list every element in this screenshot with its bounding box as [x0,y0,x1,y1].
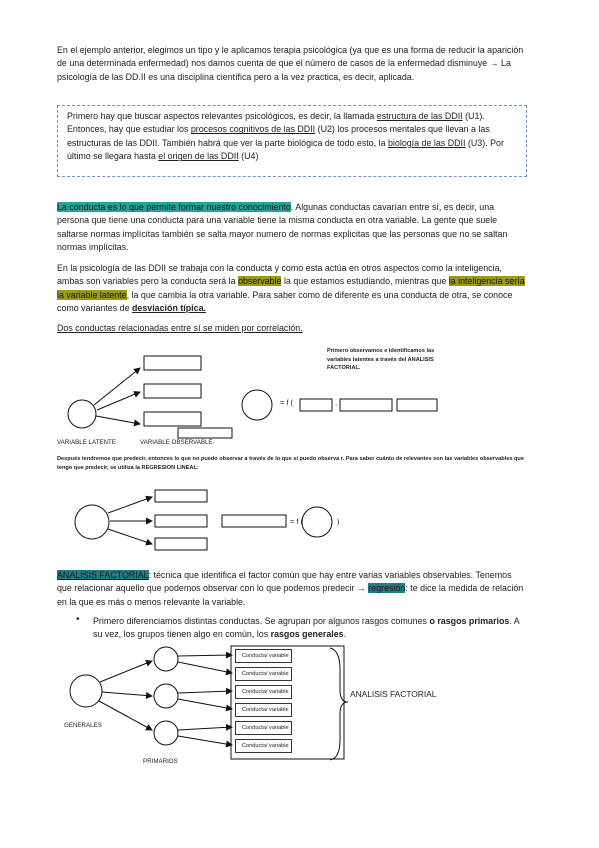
arrow-line [108,529,152,544]
curly-brace [330,648,348,760]
u3-term: biología de las DDII [388,137,466,148]
label-primary: PRIMARIOS [143,758,178,765]
observable-box [155,490,207,502]
formula-2: = f ( [290,517,303,526]
bullet-icon: • [76,614,80,625]
formula-box [397,399,437,411]
observable-box [178,428,232,438]
arrow-line [94,368,140,405]
arrow-line [96,416,140,424]
observable-box [144,356,201,370]
formula-box [222,515,286,527]
arrow-line [178,691,232,693]
highlight-regresion: regresión [368,583,406,594]
u1-term: estructura de las DDII [376,111,463,121]
conducts-frame [231,646,344,759]
arrow-line [97,392,140,410]
bullet-paragraph: Primero diferenciamos distintas conductas. Se agrupan por algunos rasgos comunes o rasgos primarios. A su vez, los grupos tienen algo en común, los rasgos generales. [93,616,520,640]
label-observable: VARIABLE OBSERVABLE. [140,439,215,446]
correlacion-heading: Dos conductas relacionadas entre sí se miden por correlación. [57,323,303,333]
primary-circle [154,721,178,745]
regresion-paragraph: Después tendremos que predecir, entonces lo que no puedo observar a través de lo que sí puedo observa r. Para saber cuánto de relevantes son las variables observables que tengo que predecir, se utiliza la REGRESION LINEAL: [57,456,524,471]
arrow-line [178,699,232,709]
latent-circle [242,390,272,420]
box-paragraph: Primero hay que buscar aspectos relevantes psicológicos, es decir, la llamada estructura de las DDII (U1). Entonces, hay que estudiar los procesos cognitivos de las DDII (U2) los procesos mentales que llevan a las estructuras de las DDII. También habrá que ver la parte biológica de todo esto, la biología de las DDII (U3). Por último se llegara hasta el origen de las DDII (U4) [67,111,504,162]
highlight-latente: la inteligencia sería la variable latente [57,276,525,300]
result-circle [302,507,332,537]
arrow-line [102,692,152,696]
highlight-conducta: La conducta es lo que permite formar nuestro conocimiento [57,202,291,212]
rasgos-primarios: o rasgos primarios [429,616,510,626]
primary-circle [154,647,178,671]
arrow-icon: → [356,583,366,594]
formula-comma: , [335,398,338,407]
conduct-box: Conducta/ variable [235,739,292,753]
predict-circle [75,505,109,539]
conduct-box: Conducta/ variable [235,667,292,681]
u2-term: procesos cognitivos de las DDII [190,124,316,135]
formula-close: ) [337,517,340,526]
primary-circle [154,684,178,708]
conduct-box: Conducta/ variable [235,649,292,663]
conduct-box: Conducta/ variable [235,703,292,717]
label-general: GENERALES [64,722,102,729]
arrow-line [178,662,232,673]
formula-box [340,399,392,411]
intro-text-end: La psicología de las DD.II es una disciplina científica pero a la vez practica, es decir, aplicada. [57,58,511,82]
formula-1: = f ( [280,398,293,407]
arrow-line [178,727,232,730]
general-circle [70,675,102,707]
formula-box [300,399,332,411]
rasgos-generales: rasgos generales [270,629,344,640]
u4-term: el origen de las DDII [158,151,239,162]
desviacion-tipica: desviación típica. [131,303,206,314]
conducta-paragraph: La conducta es lo que permite formar nuestro conocimiento. Algunas conductas cavarían entre sí, es decir, una persona que tiene una conducta para una variable tiene la misma conducta en otra variable. La gente que suele saltarse normas implícitas también se salta mayor numero de normas explicitas que las personas que no se saltan normas implícitas. [57,202,508,253]
conduct-box: Conducta/ variable [235,721,292,735]
intro-text: En el ejemplo anterior, elegimos un tipo y le aplicamos terapia psicológica (ya que es una forma de reducir la aparición de una determinada enfermedad) nos damos cuenta de que el número de casos de la enfermedad disminuye [57,45,524,69]
arrow-line [178,655,232,656]
conduct-box: Conducta/ variable [235,685,292,699]
label-analisis-factorial: ANALISIS FACTORIAL [350,689,437,699]
arrow-line [108,497,152,513]
observable-box [144,412,201,426]
factorial-paragraph: ANALISIS FACTORIAL: técnica que identifica el factor común que hay entre varias variables observables. Tenemos que relacionar aquello que podemos observar con lo que podemos predecir → regresión: te dice la medida de relación en la que es más o menos relevante la variable. [57,570,524,607]
arrow-line [178,736,232,745]
arrow-line [100,661,152,682]
label-latent: VARIABLE LATENTE [57,439,116,446]
observable-box [144,384,201,398]
observable-box [155,538,207,550]
psicologia-paragraph: En la psicología de las DDII se trabaja con la conducta y como esta actúa en otros aspectos como la inteligencia, ambas son variables pero la conducta será la observable la que estamos estudiando, mientras que la inteligencia sería la variable latente, la que cambia la otra variable. Para saber como de diferente es una conducta de otra, se conoce como variantes de desviación típica. [57,263,525,314]
highlight-factorial: ANALISIS FACTORIAL [57,570,149,580]
arrow-icon: → [489,58,499,69]
latent-circle [68,400,96,428]
factorial-note: Primero observamos e identificamos las variables latentes a través del ANALISIS FACTORIAL. [327,348,435,372]
arrow-line [99,701,152,730]
highlight-observable: observable [238,276,282,287]
observable-box [155,515,207,527]
